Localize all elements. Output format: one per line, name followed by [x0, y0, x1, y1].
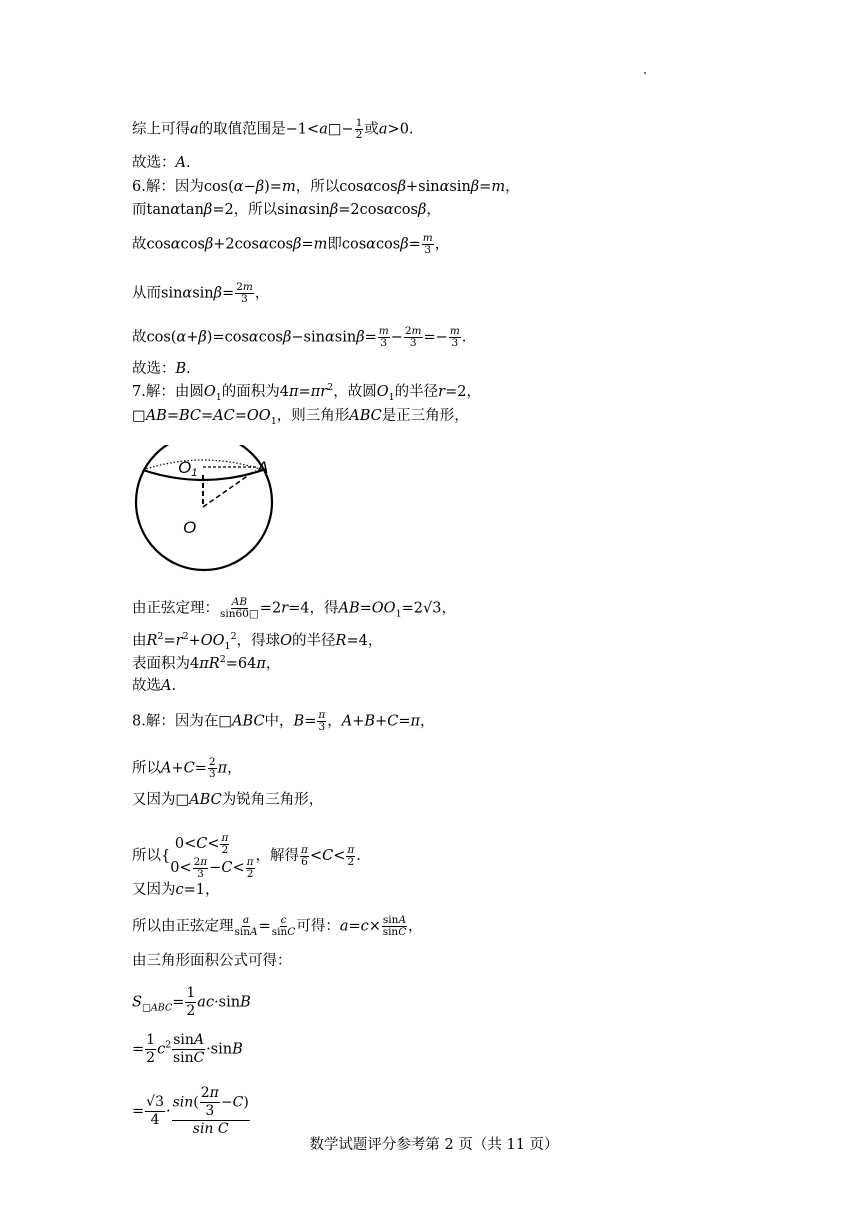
label-a: A: [257, 458, 269, 477]
line-10: $□AB=BC=AC=OO_1$，则三角形ABC是正三角形，: [132, 408, 469, 427]
sphere-diagram: [128, 445, 278, 575]
sphere-figure: [128, 445, 278, 579]
line-6: 从而sinαsinβ= $\frac{2m}{3}$ ，: [132, 281, 270, 305]
label-o1: O1: [178, 458, 198, 479]
line-22: $S_{□ABC}=$ $\frac{1}{2}$ ac·sinB: [132, 985, 251, 1019]
line-13: 表面积为$4\pi R^2=64\pi$，: [132, 654, 281, 672]
scan-speck: [644, 72, 646, 74]
line-16: 所以A+C= $\frac{2}{3}$ π，: [132, 756, 242, 780]
line-2: 故选：A.: [132, 155, 191, 171]
line-7: 故cos(α+β)=cosαcosβ−sinαsinβ= $\frac{m}{3}$ − $\frac{2m}{3}$ =− $\frac{m}{3}$ .: [132, 325, 467, 349]
segment-o-a: [203, 470, 256, 507]
line-12: 由$R^2=r^2+OO_1^2$，得球O的半径R=4，: [132, 631, 383, 652]
line-24: = $\frac{√3}{4}$ · sin( $\frac{2\pi}{3}$ −C) sin C: [132, 1085, 249, 1137]
line-23: = $\frac{1}{2}$ $c^2$ $\frac{\sin A}{\sin C}$ ·sinB: [132, 1032, 243, 1066]
line-9: 7.解：由圆$O_1$的面积为$4\pi=\pi r^2$，故圆$O_1$的半径r=2，: [132, 382, 481, 403]
line-21: 由三角形面积公式可得：: [132, 953, 292, 969]
line-1: 综上可得a的取值范围是−1<a□− $\frac{1}{2}$ 或a>0.: [132, 117, 414, 141]
page-footer: 数学试题评分参考第 2 页（共 11 页）: [309, 1137, 559, 1153]
line-11: 由正弦定理： $\frac{AB}{\sin 60□}$ =2r=4，得$AB=OO_1=2√3$，: [132, 596, 456, 620]
line-8: 故选：B.: [132, 361, 191, 377]
line-14: 故选A.: [132, 678, 177, 694]
label-o: O: [183, 518, 197, 537]
line-4: 而tanαtanβ=2，所以sinαsinβ=2cosαcosβ，: [132, 202, 441, 218]
line-18: 所以{ 0<C< $\frac{\pi}{2}$ 0< $\frac{2\pi}{3}$ −C< $\frac{\pi}{2}$ ，解得 $\frac{\pi}{6}$ <C< $\frac{\pi}{2}$ .: [132, 831, 361, 880]
sphere-outline: [136, 445, 272, 570]
line-19: 又因为c=1，: [132, 882, 220, 898]
line-20: 所以由正弦定理 $\frac{a}{\sin A}$ = $\frac{c}{\sin C}$ 可得：a=c× $\frac{\sin A}{\sin C}$ ，: [132, 914, 423, 938]
line-15: 8.解：因为在□ABC中，B= $\frac{\pi}{3}$ ，A+B+C=π，: [132, 709, 435, 733]
line-3: 6.解：因为cos(α−β)=m，所以cosαcosβ+sinαsinβ=m，: [132, 179, 520, 195]
line-17: 又因为□ABC为锐角三角形，: [132, 792, 324, 808]
line-5: 故cosαcosβ+2cosαcosβ=m即cosαcosβ= $\frac{m}{3}$ ，: [132, 232, 450, 256]
circle-o1-back: [143, 460, 263, 470]
